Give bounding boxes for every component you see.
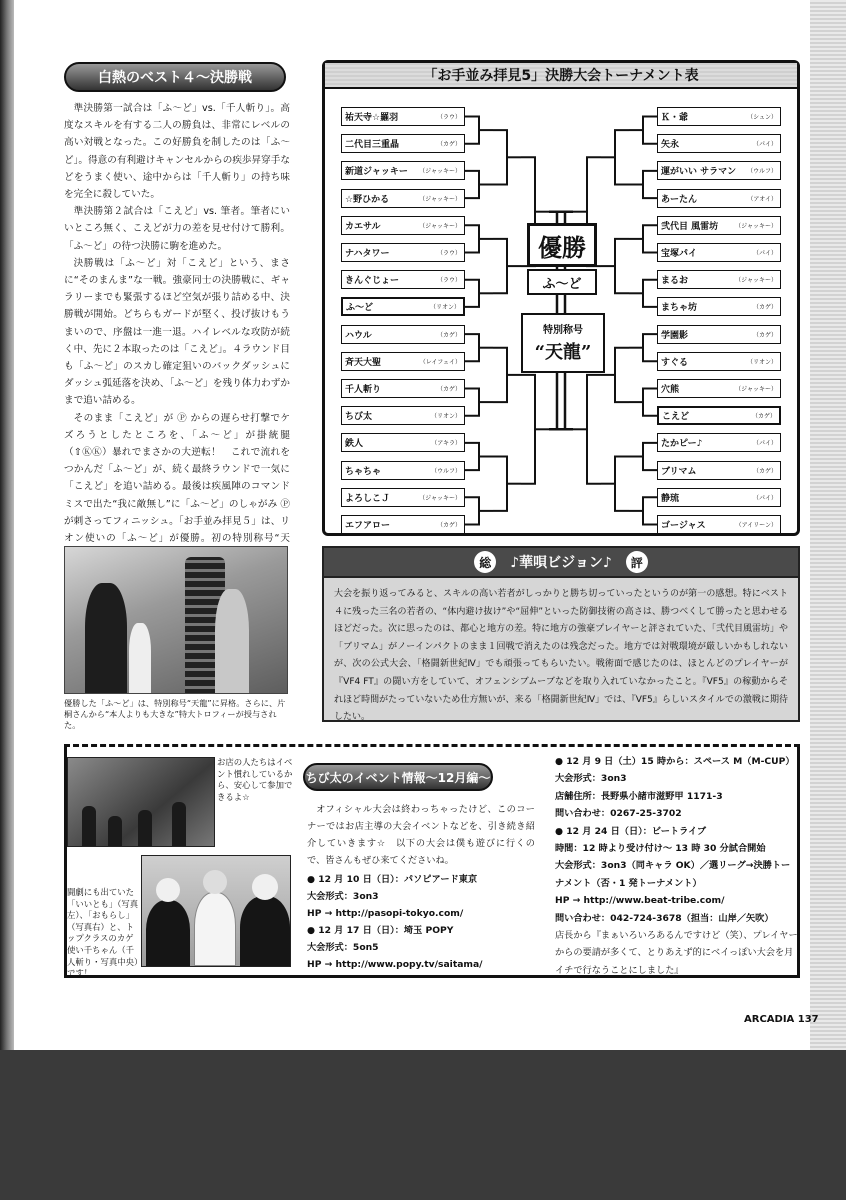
player-name: ふ〜ど [346, 303, 374, 314]
left-player-slot [341, 134, 465, 153]
player-character: （リオン） [747, 358, 777, 366]
photo-person [215, 589, 249, 693]
player-character: （カゲ） [752, 467, 777, 475]
player-name: ブリマム [661, 466, 697, 477]
shop-photo [67, 757, 215, 847]
players-photo [141, 855, 291, 967]
event-line: 大会形式：3on3 [555, 773, 627, 785]
players-photo-caption: 闘劇にも出ていた「いいとも」（写真左）、「おもらし」（写真右）と、トップクラスのカゲ使い千ちゃん（千人斬り・写真中央）です！ [67, 887, 139, 979]
article-paragraph: そのまま「こえど」が Ⓟ からの遅らせ打撃でケズろうとしたところを、「ふ〜ど」が掛統腿（⇧ⓀⓀ）暴れでまさかの大逆転！ これで流れをつかんだ「ふ〜ど」が、続く最終ラウンドで一気に「こえど」を追い詰める。最後は疾風陣のコマンドミスで出た“我に敵無し”に「ふ〜ど」のしゃがみ Ⓟ が刺さってフィニッシュ。「お手並み拝見５」は、リオン使いの「ふ〜ど」が優勝。初の特別称号“天 [64, 412, 290, 545]
right-player-slot [657, 352, 781, 371]
bracket-line [615, 239, 629, 293]
bracket-line [643, 389, 657, 416]
bracket-line [615, 457, 629, 511]
player-name: ナハタワー [345, 249, 390, 259]
player-name: 学園影 [661, 330, 689, 341]
page-number: ARCADIA 137 [744, 1014, 819, 1025]
player-character: （アイリーン） [735, 522, 777, 529]
left-player-slot [341, 297, 465, 316]
bracket-line [465, 117, 479, 144]
special-title-box [521, 313, 605, 373]
bracket-line [615, 348, 629, 402]
article-heading: 白熱のベスト４〜決勝戦 [64, 62, 286, 92]
photo-person [82, 806, 96, 846]
article-paragraph: 準決勝第２試合は「こえど」vs. 筆者。筆者にいいところ無く、こえどが力の差を見せ付けて勝利。「ふ〜ど」の待つ決勝に駒を進めた。 [64, 206, 290, 252]
player-name: 千人斬り [345, 385, 382, 395]
player-character: （ウルフ） [431, 467, 461, 475]
event-line: HP → http://www.popy.tv/saitama/ [307, 959, 483, 970]
left-player-slot [341, 461, 465, 480]
player-character: （ジャッキー） [735, 386, 777, 393]
player-character: （リオン） [431, 413, 461, 421]
photo-person [172, 802, 186, 846]
player-name: ☆野ひかる [345, 194, 390, 205]
review-heading-bar [322, 546, 800, 578]
player-name: カエサル [345, 221, 381, 232]
special-title-label: 特別称号 [543, 325, 583, 336]
bracket-line [465, 171, 479, 198]
bracket-line [465, 280, 479, 307]
event-line: HP → http://www.beat-tribe.com/ [555, 895, 725, 907]
player-character: （ラウ） [436, 277, 461, 285]
player-name: 祐天寺☆羅羽 [345, 113, 399, 123]
left-player-slot [341, 189, 465, 208]
player-name: きんぐじょー [345, 276, 400, 287]
player-name: Ｋ・爺 [661, 113, 689, 123]
photo-person [146, 900, 190, 966]
player-name: 鉄人 [345, 439, 364, 450]
right-player-slot [657, 134, 781, 153]
photo-person [138, 810, 152, 846]
event-section [64, 744, 800, 978]
bracket-line [643, 280, 657, 307]
article-paragraph: 決勝戦は「ふ〜ど」対「こえど」という、まさに“そのまんま”な一戦。強豪同士の決勝戦に、ギャラリーまでも緊張するほど空気が張り詰める中、決勝戦が開始。どちらもガードが堅く、投げ抜けもうまいので、序盤は一進一退。ハイレベルな攻防が続く中、先に２本取ったのは「こえど」。４ラウンド目も「ふ〜ど」のスカし確定狙いのバックダッシュにダッシュ弧延落を決め、「ふ〜ど」を残り体力わずかまで追い詰める。 [64, 257, 290, 407]
player-name: ちび太 [345, 412, 373, 423]
left-player-slot [341, 352, 465, 371]
player-name: 矢永 [661, 140, 680, 151]
player-character: （ラウ） [436, 114, 461, 121]
right-player-slot [657, 270, 781, 289]
event-list-a [307, 871, 537, 973]
player-character: （パイ） [752, 141, 777, 149]
bracket-line [587, 375, 601, 484]
right-player-slot [657, 216, 781, 235]
event-line: 大会形式：3on3（同キャラ OK）／選リーグ→決勝トーナメント（否・1 発トーナメント） [555, 860, 791, 889]
left-player-slot [341, 488, 465, 507]
shop-photo-caption: お店の人たちはイベント慣れしているから、安心して参加できるよ☆ [217, 757, 293, 802]
event-line: ● 12 月 24 日（日）：ビートライブ [555, 825, 707, 837]
bracket-line [643, 334, 657, 361]
player-character: （パイ） [752, 250, 777, 257]
player-name: 静琉 [661, 493, 680, 504]
player-name: ちゃちゃ [345, 466, 382, 477]
player-name: こえど [662, 412, 690, 423]
review-badge: 総 [474, 551, 496, 573]
right-player-slot [657, 461, 781, 480]
event-line: HP → http://pasopi-tokyo.com/ [307, 908, 464, 919]
bracket-line [465, 443, 479, 470]
page-edge [810, 0, 846, 1050]
right-player-slot [657, 189, 781, 208]
event-line: 時間：12 時より受け付け〜 13 時 30 分試合開始 [555, 843, 766, 855]
photo-person [240, 896, 290, 966]
right-player-slot [657, 379, 781, 398]
player-character: （カゲ） [752, 331, 777, 339]
bracket-title: 「お手並み拝見5」決勝大会トーナメント表 [325, 63, 797, 89]
player-character: （ジャッキー） [419, 168, 461, 176]
player-character: （シュン） [747, 114, 777, 121]
player-name: 宝塚パイ [661, 249, 698, 259]
event-line: 大会形式：5on5 [307, 942, 379, 953]
photo-person [129, 623, 151, 693]
article-body [64, 100, 290, 545]
bracket-line [465, 389, 479, 416]
right-player-slot [657, 488, 781, 507]
player-character: （パイ） [752, 494, 777, 502]
player-character: （レイフェイ） [419, 358, 461, 366]
event-intro: オフィシャル大会は終わっちゃったけど、このコーナーではお店主導の大会イベントなどを、引き続き紹介していきます☆ 以下の大会は僕も遊びに行くので、皆さんもぜひ来てくださいね。 [307, 804, 535, 866]
event-line: 大会形式：3on3 [307, 891, 379, 902]
player-name: たかピー♪ [661, 439, 703, 450]
right-player-slot [657, 406, 781, 425]
right-player-slot [657, 161, 781, 180]
player-name: エフアロー [345, 521, 391, 531]
bracket-line [615, 130, 629, 184]
left-player-slot [341, 216, 465, 235]
player-character: （カゲ） [436, 331, 461, 339]
player-character: （ジャッキー） [419, 195, 461, 203]
player-name: 穴熊 [661, 385, 680, 395]
player-character: （ジャッキー） [735, 222, 777, 230]
player-character: （ウルフ） [747, 168, 777, 176]
event-heading: ちび太のイベント情報〜12月編〜 [303, 763, 493, 791]
event-line: ● 12 月 17 日（日）：埼玉 POPY [307, 925, 454, 936]
right-player-slot [657, 433, 781, 452]
bracket-line [493, 348, 507, 402]
photo-face [203, 870, 227, 894]
special-title: “天龍” [534, 342, 592, 363]
player-name: 弐代目 風雷坊 [661, 221, 719, 232]
photo-person [194, 892, 236, 966]
player-name: ハウル [345, 330, 372, 341]
bracket-line [465, 497, 479, 524]
review-heading: ♪華唄ビジョン♪ [510, 555, 612, 571]
bracket-line [493, 130, 507, 184]
left-player-slot [341, 107, 465, 126]
trophy-photo [64, 546, 288, 694]
player-character: （カゲ） [436, 522, 461, 529]
left-player-slot [341, 515, 465, 534]
photo-caption: 優勝した「ふ〜ど」は、特別称号“天龍”に昇格。さらに、片桐さんから“本人よりも大きな”特大トロフィーが授与された。 [64, 698, 286, 730]
player-character: （リオン） [430, 304, 460, 312]
right-player-slot [657, 243, 781, 262]
event-line: ● 12 月 9 日（土）15 時から：スペース M（M-CUP） [555, 756, 795, 767]
bracket-line [643, 171, 657, 198]
player-name: 運がいい サラマン [661, 167, 737, 178]
player-name: すぐる [661, 357, 689, 368]
event-line: 問い合わせ：042-724-3678（担当：山岸／矢吹） [555, 912, 774, 924]
event-line: ● 12 月 10 日（日）：パソピアード東京 [307, 874, 478, 885]
event-closing: 店長から『まぁいろいろあるんですけど（笑）、プレイヤーからの要請が多くて、とりあえず的にベイっぽい大会を月イチで行なうことにしました』 [555, 930, 798, 976]
left-player-slot [341, 406, 465, 425]
left-player-slot [341, 325, 465, 344]
player-name: よろしこＪ [345, 493, 391, 504]
bracket-line [643, 497, 657, 524]
left-player-slot [341, 433, 465, 452]
review-badge: 評 [626, 551, 648, 573]
player-character: （ジャッキー） [735, 277, 777, 285]
left-player-slot [341, 161, 465, 180]
review-body: 大会を振り返ってみると、スキルの高い若者がしっかりと勝ち切っていったというのが第一の感想。特にベスト４に残った三名の若者の、“体内避け抜け”や“屈伸”といった防御技術の高さは、勝つべくして勝ったと思わせるほどだった。次に思ったのは、都心と地方の差。特に地方の強豪プレイヤーと評されていた、「弐代目風雷坊」や「ブリマム」がノーインパクトのまま１回戦で消えたのは残念だった。地方では対戦環境が厳しいかもしれないが、次の公式大会、「格闘新世紀Ⅳ」でも頑張ってもらいたい。戦術面で感じたのは、ほとんどのプレイヤーが『VF4 FT』の闘い方をしていて、オフェンシブムーブなどを取り入れていなかったこと。『VF5』の稼動からそれほど時間がたっていないため仕方無いが、来る「格闘新世紀Ⅳ」では、『VF5』らしいスタイルでの激戦に期待したい。 [322, 578, 800, 722]
player-character: （パイ） [752, 440, 777, 448]
player-character: （カゲ） [436, 386, 461, 393]
champion-name: ふ〜ど [527, 269, 597, 295]
player-name: ゴージャス [661, 521, 706, 531]
right-player-slot [657, 325, 781, 344]
player-character: （カゲ） [436, 141, 461, 149]
photo-person [108, 816, 122, 846]
bracket-line [643, 443, 657, 470]
bracket-line [521, 375, 535, 484]
right-player-slot [657, 515, 781, 534]
bracket-line [493, 457, 507, 511]
player-name: あーたん [661, 194, 698, 205]
player-name: 新道ジャッキー [345, 167, 408, 178]
player-character: （ラウ） [436, 250, 461, 257]
player-name: まるお [661, 276, 689, 287]
player-name: 斉天大聖 [345, 357, 382, 368]
player-name: まちゃ坊 [661, 303, 698, 314]
player-character: （ジャッキー） [419, 222, 461, 230]
left-player-slot [341, 243, 465, 262]
photo-person [85, 583, 127, 693]
player-character: （ジャッキー） [419, 494, 461, 502]
player-character: （アキラ） [431, 440, 461, 448]
player-name: 二代目三重晶 [345, 140, 400, 151]
photo-face [252, 874, 278, 900]
event-list-b [555, 753, 799, 979]
tournament-bracket [322, 60, 800, 536]
player-character: （カゲ） [751, 413, 776, 421]
scan-background [0, 1050, 846, 1200]
left-player-slot [341, 379, 465, 398]
article-paragraph: 準決勝第一試合は「ふ〜ど」vs.「千人斬り」。高度なスキルを有する二人の勝負は、非常にレベルの高い対戦となった。この好勝負を制したのは「ふ〜ど」。得意の有利避けキャンセルからの疾歩昇穿手などをうまく使い、途中からは「千人斬り」の持ち味を完全に殺していた。 [64, 103, 290, 201]
bracket-line [465, 225, 479, 252]
photo-face [156, 878, 180, 902]
right-player-slot [657, 297, 781, 316]
champion-label: 優勝 [527, 223, 597, 267]
bracket-line [643, 225, 657, 252]
event-line: 問い合わせ：0267-25-3702 [555, 808, 682, 820]
player-character: （カゲ） [752, 304, 777, 312]
binding-spine [0, 0, 14, 1050]
bracket-line [643, 117, 657, 144]
player-character: （アオイ） [747, 195, 777, 203]
event-line: 店舗住所：長野県小諸市滋野甲 1171-3 [555, 790, 723, 802]
bracket-line [465, 334, 479, 361]
right-player-slot [657, 107, 781, 126]
left-player-slot [341, 270, 465, 289]
bracket-line [493, 239, 507, 293]
